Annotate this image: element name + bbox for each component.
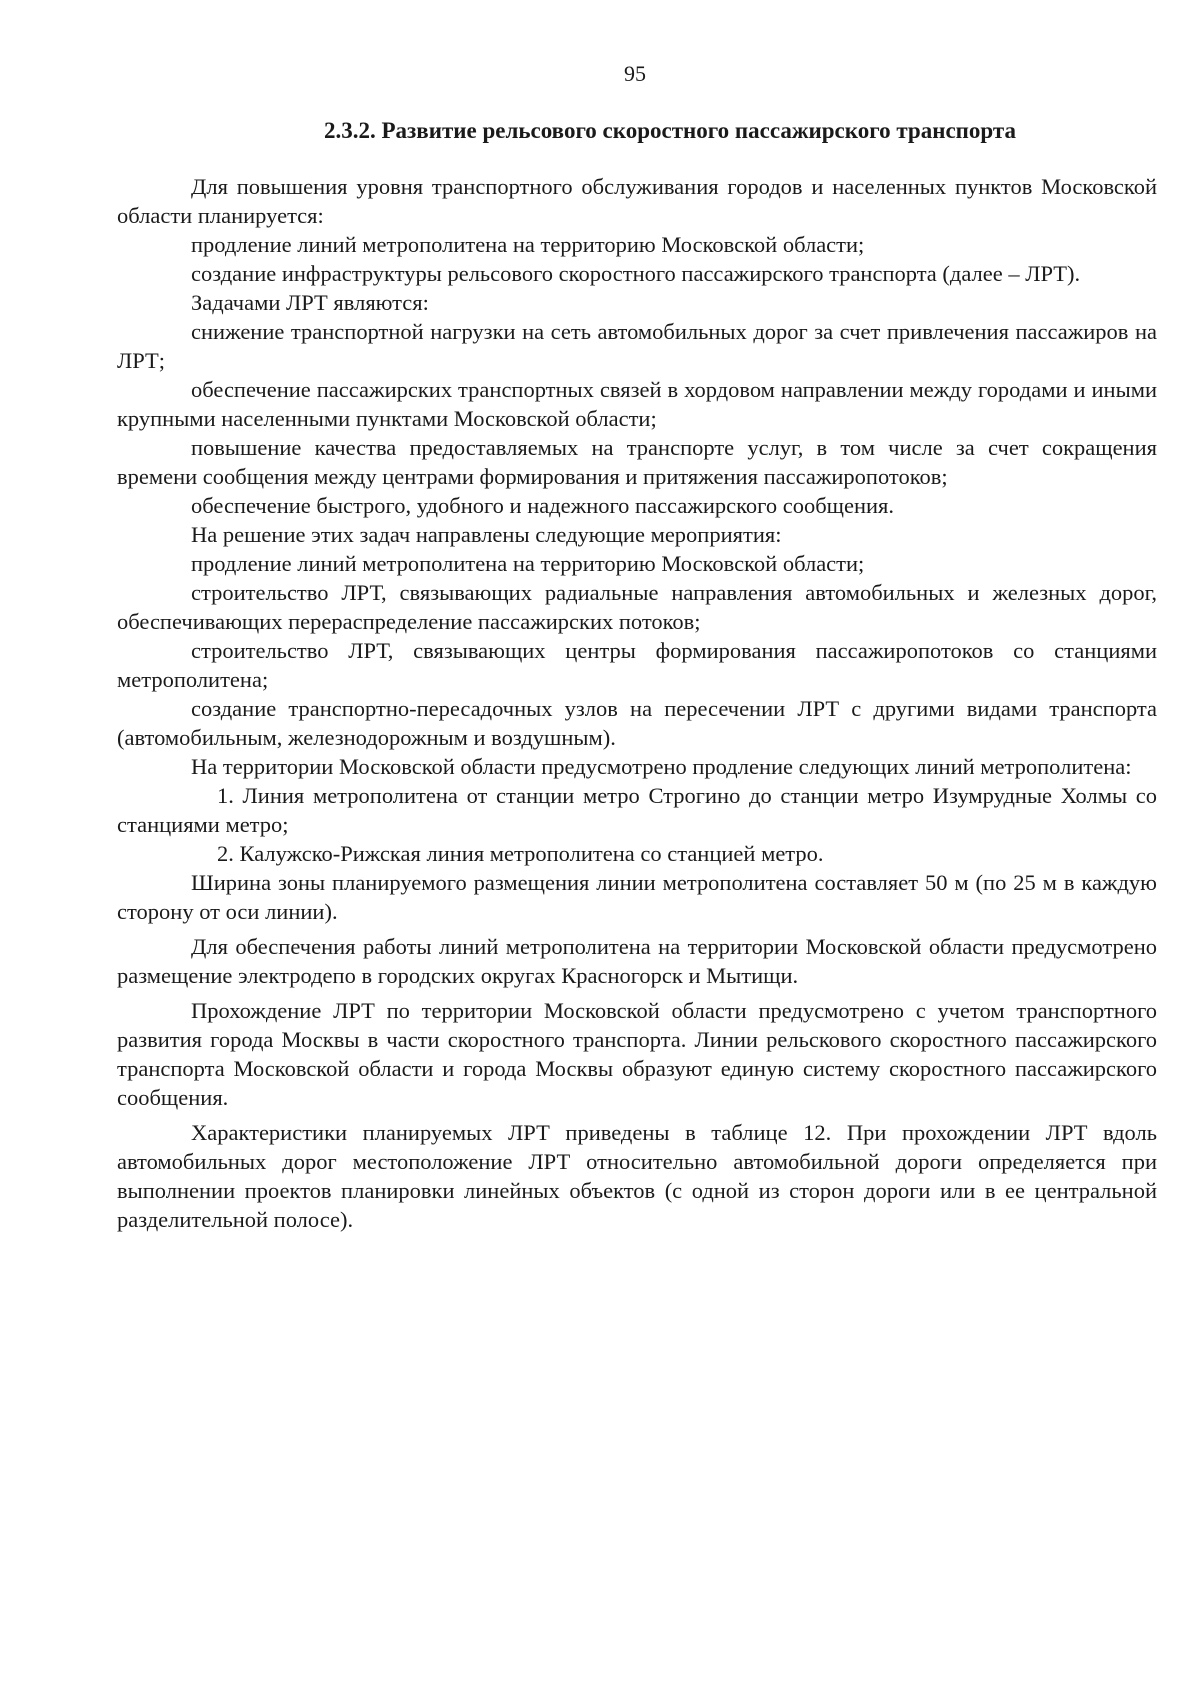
paragraph: Прохождение ЛРТ по территории Московской области предусмотрено с учетом транспортного развития города Москвы в части скоростного транспорта. Линии рельскового скоростного пассажирского транспорта Московской области и города Москвы образуют единую систему скоростного пассажирского сообщения. [117,998,1157,1110]
paragraph: строительство ЛРТ, связывающих радиальные направления автомобильных и железных дорог, обеспечивающих перераспределение пассажирских потоков; [117,580,1157,634]
document-body [117,172,1157,1234]
paragraph: продление линий метрополитена на территорию Московской области; [191,232,865,257]
paragraph: создание инфраструктуры рельсового скоростного пассажирского транспорта (далее – ЛРТ). [191,261,1081,286]
paragraph: На территории Московской области предусмотрено продление следующих линий метрополитена: [191,754,1132,779]
paragraph: обеспечение быстрого, удобного и надежного пассажирского сообщения. [191,493,895,518]
paragraph: строительство ЛРТ, связывающих центры формирования пассажиропотоков со станциями метрополитена; [117,638,1157,692]
paragraph: Характеристики планируемых ЛРТ приведены в таблице 12. При прохождении ЛРТ вдоль автомобильных дорог местоположение ЛРТ относительно автомобильной дороги определяется при выполнении проектов планировки линейных объектов (с одной из сторон дороги или в ее центральной разделительной полосе). [117,1120,1157,1232]
page-number: 95 [624,61,646,86]
paragraph: Задачами ЛРТ являются: [191,290,429,315]
paragraph: Для повышения уровня транспортного обслуживания городов и населенных пунктов Московской области планируется: [117,174,1157,228]
paragraph: Для обеспечения работы линий метрополитена на территории Московской области предусмотрено размещение электродепо в городских округах Красногорск и Мытищи. [117,934,1157,988]
paragraph: повышение качества предоставляемых на транспорте услуг, в том числе за счет сокращения времени сообщения между центрами формирования и притяжения пассажиропотоков; [117,435,1157,489]
list-item: 1. Линия метрополитена от станции метро Строгино до станции метро Изумрудные Холмы со станциями метро; [117,783,1157,837]
section-heading: 2.3.2. Развитие рельсового скоростного пассажирского транспорта [324,118,1016,143]
list-item: 2. Калужско-Рижская линия метрополитена со станцией метро. [217,841,824,866]
paragraph: продление линий метрополитена на территорию Московской области; [191,551,865,576]
paragraph: создание транспортно-пересадочных узлов на пересечении ЛРТ с другими видами транспорта (автомобильным, железнодорожным и воздушным). [117,696,1157,750]
paragraph: Ширина зоны планируемого размещения линии метрополитена составляет 50 м (по 25 м в каждую сторону от оси линии). [117,870,1157,924]
paragraph: обеспечение пассажирских транспортных связей в хордовом направлении между городами и иными крупными населенными пунктами Московской области; [117,377,1157,431]
paragraph: снижение транспортной нагрузки на сеть автомобильных дорог за счет привлечения пассажиров на ЛРТ; [117,319,1157,373]
paragraph: На решение этих задач направлены следующие мероприятия: [191,522,782,547]
